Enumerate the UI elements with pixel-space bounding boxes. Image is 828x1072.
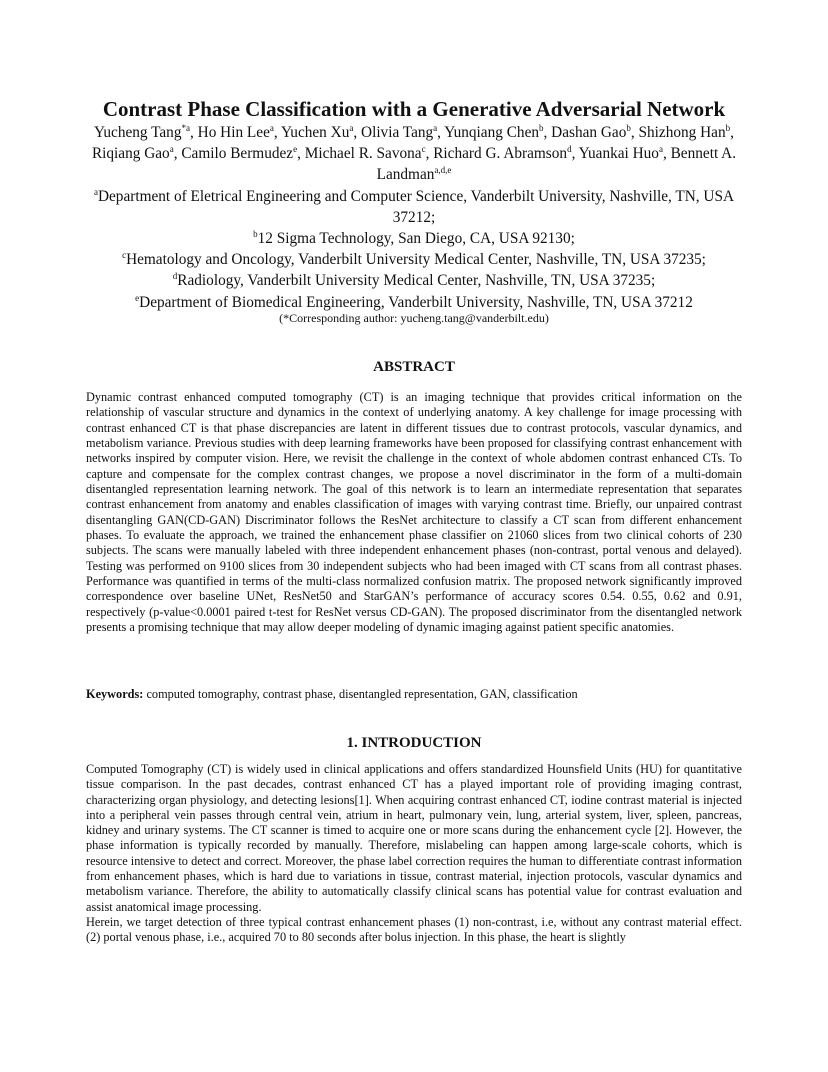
- affiliation-text: Radiology, Vanderbilt University Medical Center, Nashville, TN, USA 37235;: [177, 272, 656, 290]
- affiliation-mark: e: [135, 292, 140, 303]
- keywords-label: Keywords:: [86, 687, 144, 701]
- author-name: Richard G. Abramson: [433, 145, 568, 163]
- author-name: Riqiang Gao: [91, 145, 170, 163]
- author-name: Camilo Bermudez: [181, 145, 294, 163]
- author-affiliation-mark: a: [169, 144, 174, 155]
- author-affiliation-mark: b: [626, 122, 631, 133]
- keywords-text: computed tomography, contrast phase, disentangled representation, GAN, classification: [146, 687, 578, 701]
- author-affiliation-mark: a: [658, 144, 663, 155]
- author-affiliation-mark: a,d,e: [434, 165, 452, 176]
- author-affiliation-mark: b: [725, 122, 731, 133]
- author-affiliation-mark: b: [539, 122, 544, 133]
- author-name: Yuchen Xu: [280, 124, 350, 141]
- affiliation: [82, 249, 746, 270]
- author-affiliation-mark: a: [433, 122, 438, 133]
- paper-title: Contrast Phase Classification with a Generative Adversarial Network: [102, 97, 726, 121]
- affiliation-text: Department of Biomedical Engineering, Vanderbilt University, Nashville, TN, USA 37212: [139, 293, 693, 311]
- corresponding-author: (*Corresponding author: yucheng.tang@vanderbilt.edu): [279, 311, 549, 325]
- author-name: Olivia Tang: [361, 124, 434, 141]
- author-affiliation-mark: a: [349, 122, 354, 133]
- author-name: Shizhong Han: [638, 124, 726, 141]
- author-name: Yunqiang Chen: [444, 124, 540, 141]
- author-affiliation-mark: *a: [181, 122, 190, 133]
- affiliation: [82, 270, 746, 291]
- author-affiliation-mark: a: [269, 122, 274, 133]
- author-name: Bennett A. Landman: [376, 145, 737, 184]
- affiliation-mark: b: [253, 228, 258, 239]
- affiliation-text: 12 Sigma Technology, San Diego, CA, USA 92130;: [257, 230, 575, 248]
- author-block: [82, 122, 746, 313]
- affiliation-mark: a: [93, 186, 98, 197]
- author-name: Dashan Gao: [551, 124, 627, 141]
- author-name: Michael R. Savona: [304, 145, 422, 163]
- author-affiliation-mark: d: [567, 144, 572, 155]
- author-list: Yucheng Tang$^{*a}$, Ho Hin Lee$^a$, Yuchen Xu$^a$, Olivia Tang$^a$, Yunqiang Chen$^b$, Dashan Gao$^b$, Shizhong Han$^b$, Riqiang Gao$^a$, Camilo Bermudez$^e$, Michael R. Savona$^c$, Richard G. Abramson$^d$, Yuankai Huo$^a$, Bennett A. Landman$^{a,d,e}$: [91, 122, 737, 184]
- introduction-heading: 1. INTRODUCTION: [346, 735, 482, 751]
- author-affiliation-mark: c: [421, 144, 426, 155]
- affiliation-mark: c: [122, 250, 127, 261]
- abstract-heading: ABSTRACT: [373, 359, 455, 375]
- author-name: Yucheng Tang: [94, 124, 182, 141]
- keywords: [86, 686, 742, 702]
- affiliation-text: Hematology and Oncology, Vanderbilt University Medical Center, Nashville, TN, USA 37235;: [126, 251, 706, 269]
- author-name: Ho Hin Lee: [197, 124, 270, 141]
- author-affiliation-mark: e: [293, 144, 298, 155]
- affiliation: [82, 228, 746, 249]
- affiliation-mark: d: [172, 271, 178, 282]
- abstract-text: Dynamic contrast enhanced computed tomography (CT) is an imaging technique that provides critical information on the relationship of vascular structure and dynamics in the context of underlying anatomy. A key challenge for image processing with contrast enhanced CT is that phase discrepancies are latent in different tissues due to contrast protocols, vascular dynamics, and metabolism variance. Previous studies with deep learning frameworks have been proposed for classifying contrast enhancement with networks inspired by computer vision. Here, we revisit the challenge in the context of whole abdomen contrast enhanced CTs. To capture and compensate for the complex contrast changes, we propose a novel discriminator in the form of a multi-domain disentangled representation learning network. The goal of this network is to learn an intermediate representation that separates contrast enhancement from anatomy and enables classification of images with varying contrast time. Briefly, our unpaired contrast disentangling GAN(CD-GAN) Discriminator follows the ResNet architecture to classify a CT scan from different enhancement phases. To evaluate the approach, we trained the enhancement phase classifier on 21060 slices from two clinical cohorts of 230 subjects. The scans were manually labeled with three independent enhancement phases (non-contrast, portal venous and delayed). Testing was performed on 9100 slices from 30 independent subjects who had been imaged with CT scans from all contrast phases. Performance was quantified in terms of the multi-class normalized confusion matrix. The proposed network significantly improved correspondence over baseline UNet, ResNet50 and StarGAN’s performance of accuracy scores 0.54. 0.55, 0.62 and 0.91, respectively (p-value<0.0001 paired t-test for ResNet versus CD-GAN). The proposed discriminator from the disentangled network presents a promising technique that may allow deeper modeling of dynamic imaging against patient specific anatomies.: [86, 390, 742, 635]
- affiliation-text: Department of Eletrical Engineering and Computer Science, Vanderbilt University, Nashville, TN, USA 37212;: [97, 187, 735, 226]
- affiliation: [82, 186, 746, 228]
- introduction-paragraph: Computed Tomography (CT) is widely used in clinical applications and offers standardized Hounsfield Units (HU) for quantitative tissue comparison. In the past decades, contrast enhanced CT has a played important role of providing imaging contrast, characterizing organ physiology, and detecting lesions[1]. When acquiring contrast enhanced CT, iodine contrast material is injected into a peripheral vein passes through central vein, atrium in heart, pulmonary vein, lung, arterial system, liver, spleen, pancreas, kidney and urinary systems. The CT scanner is timed to acquire one or more scans during the enhancement cycle [2]. However, the phase information is typically recorded by manually. Therefore, mislabeling can happen among large-scale cohorts, which is resource intensive to detect and correct. Moreover, the phase label correction requires the human to differentiate contrast information from enhancement phases, which is hard due to variations in tissue, contrast material, injection protocols, vascular dynamics and metabolism variance. Therefore, the ability to automatically classify clinical scans has potential value for contrast evaluation and assist anatomical image processing.: [86, 762, 742, 914]
- author-name: Yuankai Huo: [578, 145, 659, 163]
- introduction-body: [86, 762, 742, 946]
- introduction-paragraph: Herein, we target detection of three typical contrast enhancement phases (1) non-contrast, i.e, without any contrast material effect. (2) portal venous phase, i.e., acquired 70 to 80 seconds after bolus injection. In this phase, the heart is slightly: [86, 914, 742, 945]
